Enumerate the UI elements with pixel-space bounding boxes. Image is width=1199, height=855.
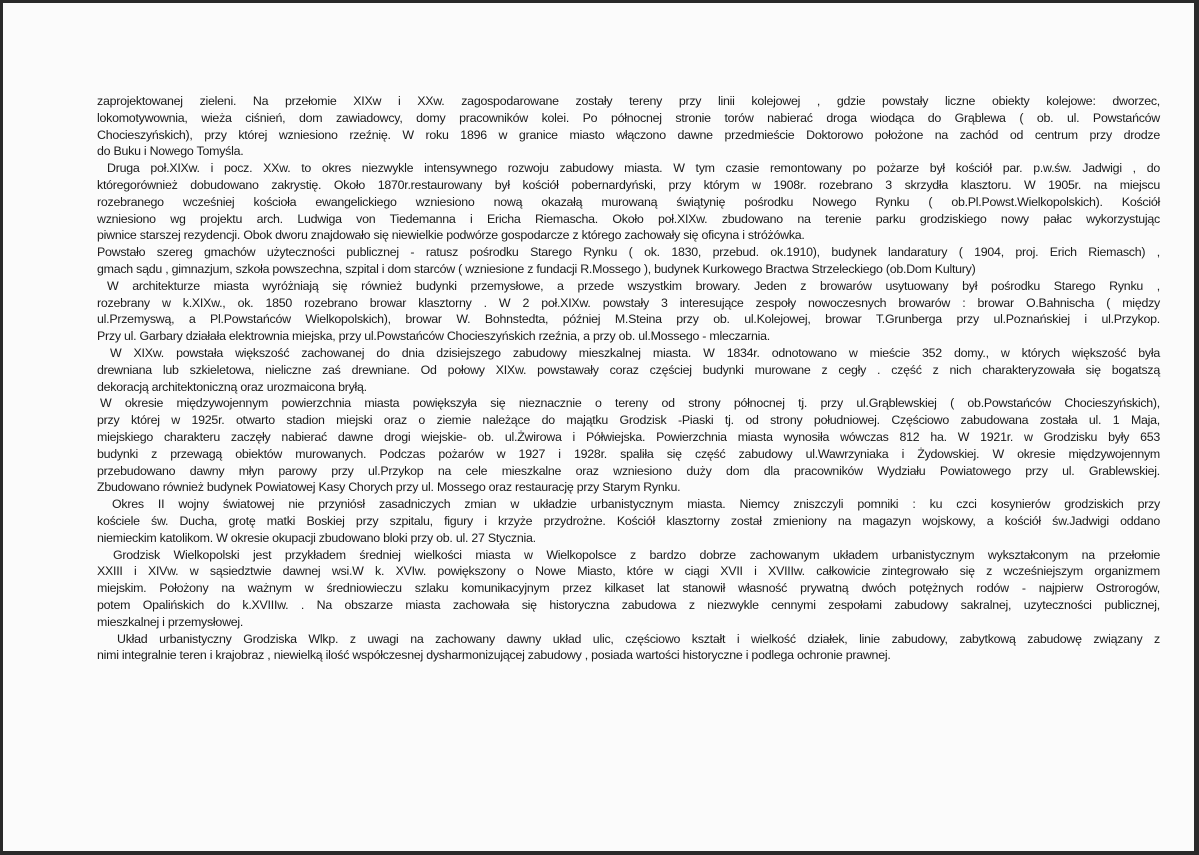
text-line: dekoracją architektoniczną oraz urozmaicona bryłą. bbox=[97, 379, 367, 394]
text-line: wzniesiono wg projektu arch. Ludwiga von Tiedemanna i Ericha Riemascha. Około poł.XIXw. zbudowano na terenie parku grodziskiego nowy pałac wykorzystując bbox=[97, 211, 1160, 226]
text-line: kościele św. Ducha, grotę matki Boskiej przy szpitalu, figury i krzyże przydrożne. Kościół klasztorny został zmieniony na magazyn wojskowy, a kościół św.Jadwigi oddano bbox=[97, 513, 1160, 528]
text-line: któregorównież dobudowano zakrystię. Około 1870r.restaurowany był kościół pobernardyński, przy którym w 1908r. rozebrano 3 skrzydła klasztoru. W 1905r. na miejscu bbox=[97, 177, 1160, 192]
text-line: rozebrany w k.XIXw., ok. 1850 rozebrano browar klasztorny . W 2 poł.XIXw. powstały 3 interesujące zespoły nowoczesnych browarów : browar O.Bahnischa ( między bbox=[97, 295, 1160, 310]
document-page bbox=[97, 93, 1160, 664]
text-line: potem Opalińskich do k.XVIIIw. . Na obszarze miasta zachowała się historyczna zabudowa z niezwykle cennymi zespołami zabudowy sakralnej, uzyteczności publicznej, bbox=[97, 597, 1160, 612]
text-line: przebudowano dawny młyn parowy przy ul.Przykop na cele mieszkalne oraz wzniesiono duży dom dla pracowników Wydziału Powiatowego przy ul. Grablewskiej. bbox=[97, 463, 1160, 478]
text-line: miejskiego charakteru zaczęły nabierać dawne drogi wiejskie- ob. ul.Żwirowa i Półwiejska. Powierzchnia miasta wynosiła wówczas 812 ha. W 1921r. w Grodzisku były 653 bbox=[97, 429, 1160, 444]
text-line: budynki z przewagą obiektów murowanych. Podczas pożarów w 1927 i 1928r. spaliła się część zabudowy ul.Wawrzyniaka i Żydowskiej. W okresie międzywojennym bbox=[97, 446, 1160, 461]
text-line: mieszkalnej i przemysłowej. bbox=[97, 614, 244, 629]
text-line: nimi integralnie teren i krajobraz , niewielką ilość współczesnej dysharmonizującej zabudowy , posiada wartości historyczne i podlega ochronie prawnej. bbox=[97, 648, 891, 663]
text-line: drewniana lub szkieletowa, nieliczne zaś drewniane. Od połowy XIXw. powstawały coraz częściej budynki murowane z cegły . część z nich charakteryzowała się bogatszą bbox=[97, 362, 1160, 377]
paragraph-start: Grodzisk Wielkopolski jest przykładem średniej wielkości miasta w Wielkopolsce z bardzo dobrze zachowanym układem urbanistycznym wykształconym na przełomie bbox=[113, 547, 1160, 562]
text-line: lokomotywownia, wieża ciśnień, dom zawiadowcy, domy pracowników kolei. Po północnej stronie torów nabierać droga wiodąca do Grąblewa ( ob. ul. Powstańców bbox=[97, 110, 1160, 125]
text-line: ul.Przemyswą, a Pl.Powstańców Wielkopolskich), browar W. Bohnstedta, później M.Steina przy ob. ul.Kolejowej, browar T.Grunberga przy ul.Poznańskiej i ul.Przykop. bbox=[97, 312, 1160, 327]
text-line: gmach sądu , gimnazjum, szkoła powszechna, szpital i dom starców ( wzniesione z fundacji R.Mossego ), budynek Kurkowego Bractwa Strzeleckiego (ob.Dom Kultury) bbox=[97, 261, 976, 276]
text-line: Przy ul. Garbary działała elektrownia miejska, przy ul.Powstańców Chocieszyńskich rzeźnia, a przy ob. ul.Mossego - mleczarnia. bbox=[97, 329, 770, 344]
text-line: przy której w 1925r. otwarto stadion miejski oraz o ziemie należące do majątku Grodzisk -Piaski tj. od strony południowej. Częściowo zabudowana została ul. 1 Maja, bbox=[97, 413, 1160, 428]
paragraph-start: W XIXw. powstała większość zachowanej do dnia dzisiejszego zabudowy mieszkalnej miasta. W 1834r. odnotowano w mieście 352 domy., w których większość była bbox=[110, 345, 1160, 360]
paragraph-start: Druga poł.XIXw. i pocz. XXw. to okres niezwykle intensywnego rozwoju zabudowy miasta. W tym czasie remontowany po pożarze był kościół par. p.w.św. Jadwigi , do bbox=[107, 161, 1160, 176]
text-line: XXIII i XIVw. w sąsiedztwie dawnej wsi.W k. XVIw. powiększony o Nowe Miasto, które w ciągi XVII i XVIIIw. całkowicie zintegrowało się z wcześniejszym organizmem bbox=[97, 564, 1160, 579]
text-line: niemieckim katolikom. W okresie okupacji zbudowano bloki przy ob. ul. 27 Stycznia. bbox=[97, 530, 536, 545]
paragraph-start: Okres II wojny światowej nie przyniósł zasadniczych zmian w układzie urbanistycznym miasta. Niemcy zniszczyli pomniki : ku czci kosynierów grodziskich przy bbox=[112, 497, 1160, 512]
text-line: do Buku i Nowego Tomyśla. bbox=[97, 144, 244, 159]
paragraph-start: W architekturze miasta wyróżniają się również budynki przemysłowe, a przede wszystkim browary. Jeden z browarów usytuowany był pośrodku Starego Rynku , bbox=[107, 278, 1160, 293]
text-line: piwnice starszej rezydencji. Obok dworu znajdowało się niewielkie podwórze gospodarcze z którego zachowały się oficyna i stróżówka. bbox=[97, 228, 805, 243]
text-line: Chocieszyńskich), przy której wzniesiono rzeźnię. W roku 1896 w granice miasto włączono dawne przedmieście Doktorowo położone na zachód od centrum przy drodze bbox=[97, 127, 1160, 142]
text-line: zaprojektowanej zieleni. Na przełomie XIXw i XXw. zagospodarowane zostały tereny przy linii kolejowej , gdzie powstały liczne obiekty kolejowe: dworzec, bbox=[97, 94, 1160, 108]
paragraph-start: Powstało szereg gmachów użyteczności publicznej - ratusz pośrodku Starego Rynku ( ok. 1830, przebud. ok.1910), budynek landaratury ( 1904, proj. Erich Riemasch) , bbox=[97, 245, 1160, 260]
paragraph-start: Układ urbanistyczny Grodziska Wlkp. z uwagi na zachowany dawny układ ulic, częściowo kształt i wielkość działek, linie zabudowy, zabytkową zabudowę związany z bbox=[117, 631, 1160, 646]
text-line: Zbudowano również budynek Powiatowej Kasy Chorych przy ul. Mossego oraz restaurację przy Starym Rynku. bbox=[97, 480, 681, 495]
text-line: rozebranego wcześniej kościoła ewangelickiego wzniesiono nową okazałą murowaną świątynię pośrodku Nowego Rynku ( ob.Pl.Powst.Wielkopolskich). Kościół bbox=[97, 194, 1160, 209]
paragraph-start: W okresie międzywojennym powierzchnia miasta powiększyła się nieznacznie o tereny od strony północnej tj. przy ul.Grąblewskiej ( ob.Powstańców Chocieszyńskich), bbox=[100, 396, 1160, 411]
text-line: miejskim. Położony na ważnym w średniowieczu szlaku komunikacyjnym przez kilkaset lat stanowił własność prywatną dwóch potężnych rodów - najpierw Ostrorogów, bbox=[97, 581, 1160, 596]
